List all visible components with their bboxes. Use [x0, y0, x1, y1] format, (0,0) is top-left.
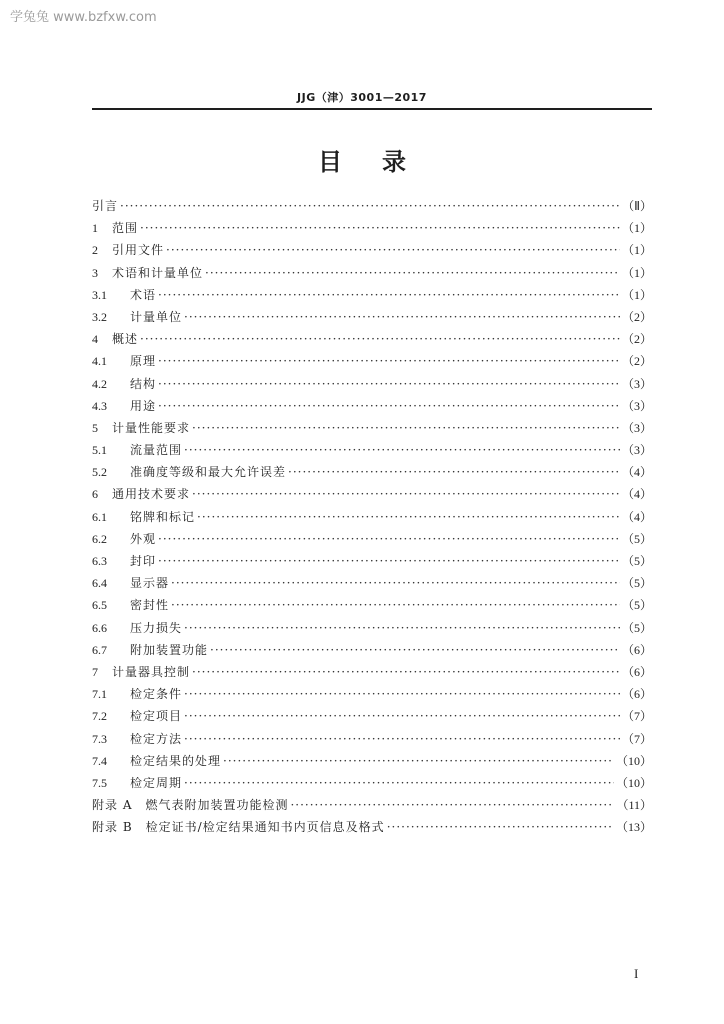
toc-leader-dots [197, 506, 620, 528]
toc-entry[interactable] [92, 528, 652, 550]
toc-leader-dots [140, 328, 620, 350]
toc-entry-title: 结构 [130, 376, 157, 391]
toc-entry[interactable] [92, 572, 652, 594]
toc-entry-title: 铭牌和标记 [130, 509, 196, 524]
toc-entry-page: （7） [621, 709, 652, 724]
toc-entry-page: （5） [621, 576, 652, 591]
toc-leader-dots [158, 395, 620, 417]
toc-entry-page: （3） [621, 376, 652, 391]
toc-entry[interactable] [92, 195, 652, 217]
toc-entry-number: 6.6 [92, 620, 107, 635]
toc-entry-title: 用途 [130, 398, 157, 413]
toc-entry[interactable] [92, 373, 652, 395]
toc-entry-number: 4.2 [92, 376, 107, 391]
table-of-contents [92, 195, 652, 838]
toc-leader-dots [192, 417, 620, 439]
toc-entry[interactable] [92, 483, 652, 505]
toc-entry-page: （1） [621, 221, 652, 236]
toc-entry[interactable] [92, 661, 652, 683]
toc-leader-dots [205, 262, 620, 284]
toc-entry-number: 7.5 [92, 775, 107, 790]
toc-leader-dots [158, 350, 620, 372]
toc-entry-title: 流量范围 [130, 443, 183, 458]
header-rule [92, 108, 652, 110]
toc-leader-dots [158, 550, 620, 572]
toc-entry-title: 检定方法 [130, 731, 183, 746]
toc-entry[interactable] [92, 617, 652, 639]
toc-entry-page: （11） [616, 798, 652, 813]
toc-entry-page: （4） [621, 487, 652, 502]
toc-entry[interactable] [92, 639, 652, 661]
toc-entry-number: 2 [92, 243, 98, 258]
toc-entry-page: （2） [621, 332, 652, 347]
toc-entry-number: 7 [92, 664, 98, 679]
toc-entry-title: 引用文件 [112, 243, 165, 258]
toc-entry-number: 7.4 [92, 753, 107, 768]
toc-entry-title: 附录 A 燃气表附加装置功能检测 [92, 798, 289, 813]
toc-entry-number: 7.1 [92, 687, 107, 702]
toc-entry-number: 6.1 [92, 509, 107, 524]
toc-leader-dots [192, 483, 620, 505]
toc-entry-page: （5） [621, 598, 652, 613]
toc-entry-page: （5） [621, 554, 652, 568]
toc-entry-page: （7） [621, 731, 652, 746]
toc-entry[interactable] [92, 284, 652, 306]
toc-entry-title: 附加装置功能 [130, 642, 209, 657]
toc-entry[interactable] [92, 794, 652, 816]
toc-entry-title: 封印 [130, 554, 157, 568]
page-number: I [634, 966, 639, 981]
toc-entry-number: 1 [92, 221, 98, 236]
toc-entry[interactable] [92, 439, 652, 461]
toc-entry-title: 计量性能要求 [112, 420, 191, 435]
toc-entry-title: 准确度等级和最大允许误差 [130, 465, 287, 480]
page-title: 目录 [318, 147, 446, 176]
toc-entry-number: 4.1 [92, 354, 107, 369]
toc-entry-title: 检定结果的处理 [130, 753, 222, 768]
toc-entry-number: 4 [92, 332, 98, 347]
watermark-text: 学兔兔 www.bzfxw.com [10, 10, 157, 25]
toc-entry-page: （3） [621, 398, 652, 413]
toc-entry-page: （4） [621, 465, 652, 480]
toc-entry[interactable] [92, 306, 652, 328]
toc-leader-dots [171, 594, 620, 616]
toc-entry-title: 通用技术要求 [112, 487, 191, 502]
toc-entry-number: 5 [92, 420, 98, 435]
toc-leader-dots [158, 284, 620, 306]
toc-leader-dots [210, 639, 620, 661]
toc-entry-number: 6.4 [92, 576, 107, 591]
toc-leader-dots [184, 705, 620, 727]
toc-entry-title: 检定周期 [130, 775, 183, 790]
toc-entry-number: 6.7 [92, 642, 107, 657]
toc-entry-page: （Ⅱ） [622, 199, 652, 213]
toc-entry[interactable] [92, 239, 652, 261]
toc-entry-page: （5） [621, 531, 652, 546]
toc-entry-title: 范围 [112, 221, 139, 236]
toc-leader-dots [158, 528, 620, 550]
toc-entry[interactable] [92, 350, 652, 372]
toc-entry-title: 概述 [112, 332, 139, 347]
toc-leader-dots [223, 750, 614, 772]
toc-entry-title: 术语和计量单位 [112, 265, 204, 280]
toc-leader-dots [184, 728, 620, 750]
toc-entry[interactable] [92, 461, 652, 483]
toc-entry[interactable] [92, 750, 652, 772]
toc-leader-dots [120, 195, 620, 217]
toc-leader-dots [288, 461, 620, 483]
toc-entry[interactable] [92, 683, 652, 705]
toc-leader-dots [140, 217, 620, 239]
toc-leader-dots [290, 794, 614, 816]
toc-leader-dots [166, 239, 620, 261]
toc-leader-dots [184, 617, 620, 639]
toc-entry[interactable] [92, 728, 652, 750]
toc-entry-page: （3） [621, 443, 652, 458]
toc-leader-dots [192, 661, 620, 683]
toc-entry-title: 原理 [130, 354, 157, 369]
toc-entry-page: （10） [615, 753, 652, 768]
toc-entry-number: 7.3 [92, 731, 107, 746]
toc-entry[interactable] [92, 550, 652, 572]
toc-entry-page: （5） [621, 620, 652, 635]
toc-entry-number: 3.2 [92, 309, 107, 324]
toc-entry-number: 6.5 [92, 598, 107, 613]
toc-entry-number: 6.2 [92, 531, 107, 546]
toc-entry-number: 5.2 [92, 465, 107, 480]
toc-entry-page: （6） [621, 687, 652, 702]
toc-entry[interactable] [92, 262, 652, 284]
toc-entry-title: 压力损失 [130, 620, 183, 635]
toc-entry[interactable] [92, 816, 652, 838]
toc-leader-dots [171, 572, 620, 594]
toc-entry[interactable] [92, 417, 652, 439]
toc-entry-title: 术语 [130, 287, 157, 302]
toc-entry[interactable] [92, 772, 652, 794]
toc-entry-page: （1） [621, 287, 652, 302]
toc-entry-title: 检定条件 [130, 687, 183, 702]
toc-leader-dots [184, 439, 620, 461]
toc-entry-number: 5.1 [92, 443, 107, 458]
toc-entry-title: 显示器 [130, 576, 170, 591]
toc-leader-dots [184, 306, 620, 328]
toc-entry-title: 密封性 [130, 598, 170, 613]
toc-entry[interactable] [92, 328, 652, 350]
toc-entry-title: 计量单位 [130, 309, 183, 324]
toc-entry-page: （2） [621, 354, 652, 369]
toc-entry-number: 6 [92, 487, 98, 502]
toc-entry-title: 附录 B 检定证书/检定结果通知书内页信息及格式 [92, 820, 385, 835]
toc-entry-page: （13） [615, 820, 652, 835]
toc-entry-title: 检定项目 [130, 709, 183, 724]
toc-entry-title: 计量器具控制 [112, 664, 191, 679]
toc-entry-number: 4.3 [92, 398, 107, 413]
toc-leader-dots [184, 683, 620, 705]
toc-entry-page: （1） [621, 265, 652, 280]
toc-entry[interactable] [92, 594, 652, 616]
toc-entry-title: 引言 [92, 199, 119, 213]
toc-entry-page: （3） [621, 420, 652, 435]
toc-leader-dots [387, 816, 614, 838]
toc-entry-number: 3.1 [92, 287, 107, 302]
toc-entry[interactable] [92, 395, 652, 417]
toc-entry[interactable] [92, 705, 652, 727]
toc-entry-page: （4） [621, 509, 652, 524]
toc-entry[interactable] [92, 217, 652, 239]
toc-entry-page: （6） [621, 664, 652, 679]
toc-entry-page: （1） [621, 243, 652, 258]
toc-entry-number: 6.3 [92, 554, 107, 568]
toc-entry[interactable] [92, 506, 652, 528]
toc-leader-dots [184, 772, 614, 794]
toc-entry-page: （2） [621, 309, 652, 324]
standard-code-header: JJG（津）3001—2017 [297, 91, 427, 104]
toc-entry-number: 3 [92, 265, 98, 280]
toc-entry-page: （10） [615, 775, 652, 790]
toc-entry-page: （6） [621, 642, 652, 657]
toc-entry-number: 7.2 [92, 709, 107, 724]
toc-leader-dots [158, 373, 620, 395]
toc-entry-title: 外观 [130, 531, 157, 546]
